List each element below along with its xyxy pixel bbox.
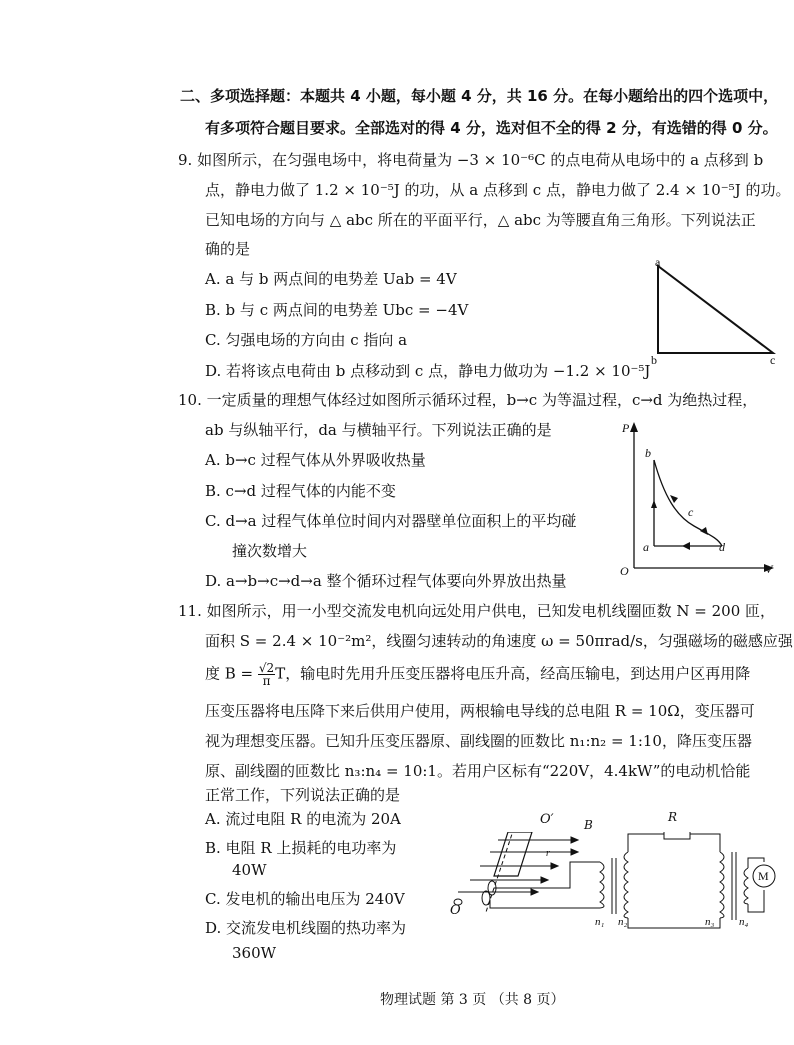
arrow-cd (700, 527, 708, 535)
q9-stem-line2: 点，静电力做了 1.2 × 10⁻⁵J 的功，从 a 点移到 c 点，静电力做了 2.4 × 10⁻⁵J 的功。 (205, 181, 791, 199)
lead-2 (490, 900, 600, 908)
label-m: M (758, 869, 769, 883)
label-c: c (770, 353, 776, 366)
q9-option-a: A. a 与 b 两点间的电势差 Uab = 4V (205, 270, 457, 288)
q11-b-fraction (258, 662, 275, 687)
arrow-ab (651, 500, 657, 508)
q11-option-a: A. 流过电阻 R 的电流为 20A (205, 810, 401, 828)
label-b: b (645, 446, 651, 460)
page-footer: 物理试题 第 3 页 （共 8 页） (380, 992, 565, 1008)
line-top-right (690, 834, 720, 852)
q10-option-a: A. b→c 过程气体从外界吸收热量 (205, 451, 426, 469)
q9-option-b: B. b 与 c 两点间的电势差 Ubc = −4V (205, 301, 469, 319)
q11-stem-line7: 正常工作，下列说法正确的是 (205, 786, 401, 804)
q9-stem-line3: 已知电场的方向与 △ abc 所在的平面平行，△ abc 为等腰直角三角形。下列说法正 (205, 211, 756, 229)
t1-primary (600, 862, 604, 908)
magnetic-field-lines (458, 837, 578, 895)
slip-ring-2 (482, 891, 490, 905)
q10-pv-diagram (618, 418, 778, 578)
q11-option-d: D. 交流发电机线圈的热功率为 (205, 919, 407, 937)
q11-option-b-cont: 40W (232, 861, 267, 879)
label-v: V (765, 562, 773, 576)
fraction-numerator: √2 (258, 661, 275, 675)
t2-secondary (744, 868, 748, 904)
label-r: r (546, 848, 550, 859)
q11-stem-line1: 11. 如图所示，用一小型交流发电机向远处用户供电，已知发电机线圈匝数 N = 200 匝， (178, 602, 776, 620)
label-b: b (651, 353, 657, 366)
label-c: c (688, 505, 694, 519)
label-a: a (655, 258, 661, 269)
q11-stem-line5: 视为理想变压器。已知升压变压器原、副线圈的匝数比 n₁:n₂ = 1:10，降压变压器 (205, 732, 752, 750)
arrow-bc (670, 495, 678, 503)
curve-bcd (654, 460, 722, 546)
q11-stem-line3 (205, 662, 750, 687)
q10-option-c-cont: 撞次数增大 (232, 542, 308, 560)
label-n3: n₃ (705, 916, 715, 928)
label-o-prime: O′ (540, 812, 554, 827)
q9-triangle-figure (648, 258, 784, 366)
t1-secondary (624, 852, 628, 918)
q11-option-d-cont: 360W (232, 944, 277, 962)
q10-option-c: C. d→a 过程气体单位时间内对器壁单位面积上的平均碰 (205, 512, 577, 530)
q11-generator-circuit (450, 832, 785, 940)
arrow-da (682, 542, 690, 550)
triangle-abc (658, 266, 773, 353)
q9-stem-line1: 9. 如图所示，在匀强电场中，将电荷量为 −3 × 10⁻⁶C 的点电荷从电场中的 a 点移到 b (178, 151, 764, 169)
label-o: O (450, 903, 461, 918)
q11-b-suffix: T，输电时先用升压变压器将电压升高，经高压输电，到达用户区再用降 (275, 664, 751, 683)
label-n2: n₂ (618, 916, 628, 928)
section-header-line2: 有多项符合题目要求。全部选对的得 4 分，选对但不全的得 2 分，有选错的得 0 分。 (205, 119, 778, 137)
label-a: a (643, 540, 649, 554)
label-o: O (620, 564, 629, 578)
label-n1: n₁ (595, 916, 605, 928)
q10-option-b: B. c→d 过程气体的内能不变 (205, 482, 396, 500)
q10-stem-line1: 10. 一定质量的理想气体经过如图所示循环过程，b→c 为等温过程，c→d 为绝热过程， (178, 391, 758, 409)
label-n4: n₄ (739, 916, 749, 928)
q10-option-d: D. a→b→c→d→a 整个循环过程气体要向外界放出热量 (205, 572, 567, 590)
q11-stem-line4: 压变压器将电压降下来后供用户使用，两根输电导线的总电阻 R = 10Ω，变压器可 (205, 702, 755, 720)
q11-stem-line2: 面积 S = 2.4 × 10⁻²m²，线圈匀速转动的角速度 ω = 50πrad/s，匀强磁场的磁感应强 (205, 632, 793, 650)
t2-primary (720, 852, 724, 918)
q10-stem-line2: ab 与纵轴平行，da 与横轴平行。下列说法正确的是 (205, 421, 552, 439)
q11-b-prefix: 度 B = (205, 664, 258, 683)
label-resistor: R (668, 810, 678, 824)
p-axis-arrow (630, 422, 638, 432)
q11-option-c: C. 发电机的输出电压为 240V (205, 890, 405, 908)
resistor-r (664, 832, 690, 839)
line-top-left (628, 834, 664, 852)
label-d: d (719, 540, 725, 554)
label-b-field: B (584, 818, 593, 832)
motor-lead-bottom (748, 890, 764, 912)
section-header-line1: 二、多项选择题：本题共 4 小题，每小题 4 分，共 16 分。在每小题给出的四个选项中， (180, 87, 779, 105)
q9-stem-line4: 确的是 (205, 240, 251, 258)
q9-option-d: D. 若将该点电荷由 b 点移动到 c 点，静电力做功为 −1.2 × 10⁻⁵J (205, 362, 651, 380)
q9-option-c: C. 匀强电场的方向由 c 指向 a (205, 331, 408, 349)
label-p: P (622, 421, 630, 435)
q11-option-b: B. 电阻 R 上损耗的电功率为 (205, 839, 397, 857)
fraction-denominator: π (262, 674, 271, 688)
q11-stem-line6: 原、副线圈的匝数比 n₃:n₄ = 10:1。若用户区标有“220V，4.4kW”的电动机恰能 (205, 762, 751, 780)
